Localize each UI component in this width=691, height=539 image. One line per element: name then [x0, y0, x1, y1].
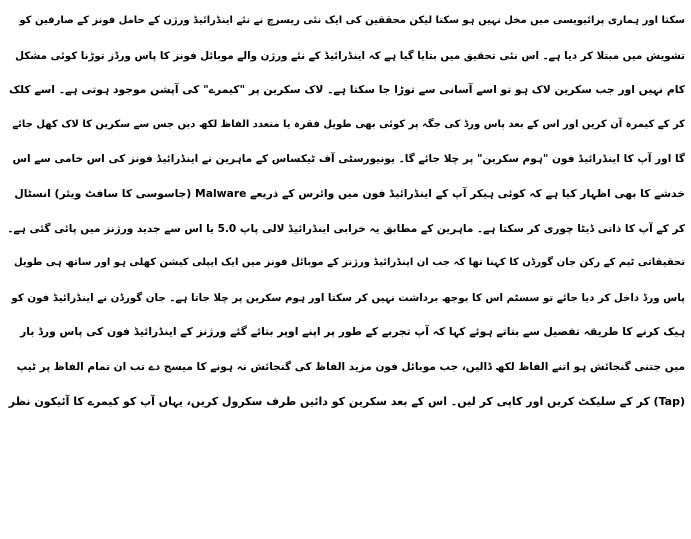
article-line: کر کے آپ کا ذاتی ڈیٹا چوری کر سکتا ہے۔ ماہرین کے مطابق یہ خرابی اینڈرائیڈ لالی پاپ 5.0 یا اس سے جدید ورژنز میں پائی گئی ہے۔ [7, 222, 685, 235]
article-line: خدشے کا بھی اظہار کیا ہے کہ کوئی ہیکر آپ کے اینڈرائیڈ فون میں وائرس کے ذریعے Malware (جاسوسی کا سافٹ ویئر) انسٹال [14, 186, 685, 200]
article-line: کام نہیں اور جب سکرین لاک ہو تو اسے آسانی سے توڑا جا سکتا ہے۔ لاک سکرین پر "کیمرے" کی آپشن موجود ہوتی ہے۔ اسے کلک [9, 83, 685, 97]
article-line: گا اور آپ کا اینڈرائیڈ فون "ہوم سکرین" پر چلا جائے گا۔ یونیورسٹی آف ٹیکساس کے ماہرین نے اینڈرائیڈ فونز کی اس خامی سے اس [12, 153, 685, 166]
article-line: کر کے کیمرہ آن کریں اور اس کے بعد پاس ورڈ کی جگہ پر کوئی بھی طویل فقرہ یا متعدد الفاظ لکھ دیں جس سے سکرین کا لاک کھل جائے [12, 118, 685, 130]
article-line: تشویش میں مبتلا کر دیا ہے۔ اس نئی تحقیق میں بتایا گیا ہے کہ اینڈرائیڈ کے نئے ورژن والے موبائل فونز کا پاس ورڈز توڑنا کوئی مشکل [15, 49, 685, 62]
article-line: پاس ورڈ داخل کر دیا جائے تو سسٹم اس کا بوجھ برداشت نہیں کر سکتا اور ہوم سکرین پر چلا جاتا ہے۔ جان گورڈن نے اینڈرائیڈ فون کو [11, 291, 685, 304]
article-line: سکتا اور ہماری پرائیویسی میں مخل نہیں ہو سکتا لیکن محققین کی ایک نئی ریسرچ نے نئے اینڈرائیڈ ورژن کے حامل فونز کے صارفین کو [19, 15, 685, 26]
article-line: (Tap) کر کے سلیکٹ کریں اور کاپی کر لیں۔ اس کے بعد سکرین کو دائیں طرف سکرول کریں، یہاں آپ کو کیمرے کا آئیکون نظر [8, 394, 685, 408]
article-line: تحقیقاتی ٹیم کے رکن جان گورڈن کا کہنا تھا کہ جب ان اینڈرائیڈ ورژنز کے موبائل فونز میں ایک ایپلی کیشن کھلی ہو اور ساتھ ہی طویل [14, 257, 685, 269]
article-line: ہیک کرنے کا طریقہ تفصیل سے بتاتے ہوئے کہا کہ آپ تجربے کے طور پر اپنے اوپر بتائے گئے ورژنز کے اینڈرائیڈ فون کی پاس ورڈ بار [20, 325, 685, 339]
article-body [6, 4, 685, 419]
article-line: میں جتنی گنجائش ہو اتنے الفاظ لکھ ڈالیں، جب موبائل فون مزید الفاظ کی گنجائش نہ ہونے کا میسج دے تب ان تمام الفاظ پر ٹیپ [16, 360, 685, 373]
